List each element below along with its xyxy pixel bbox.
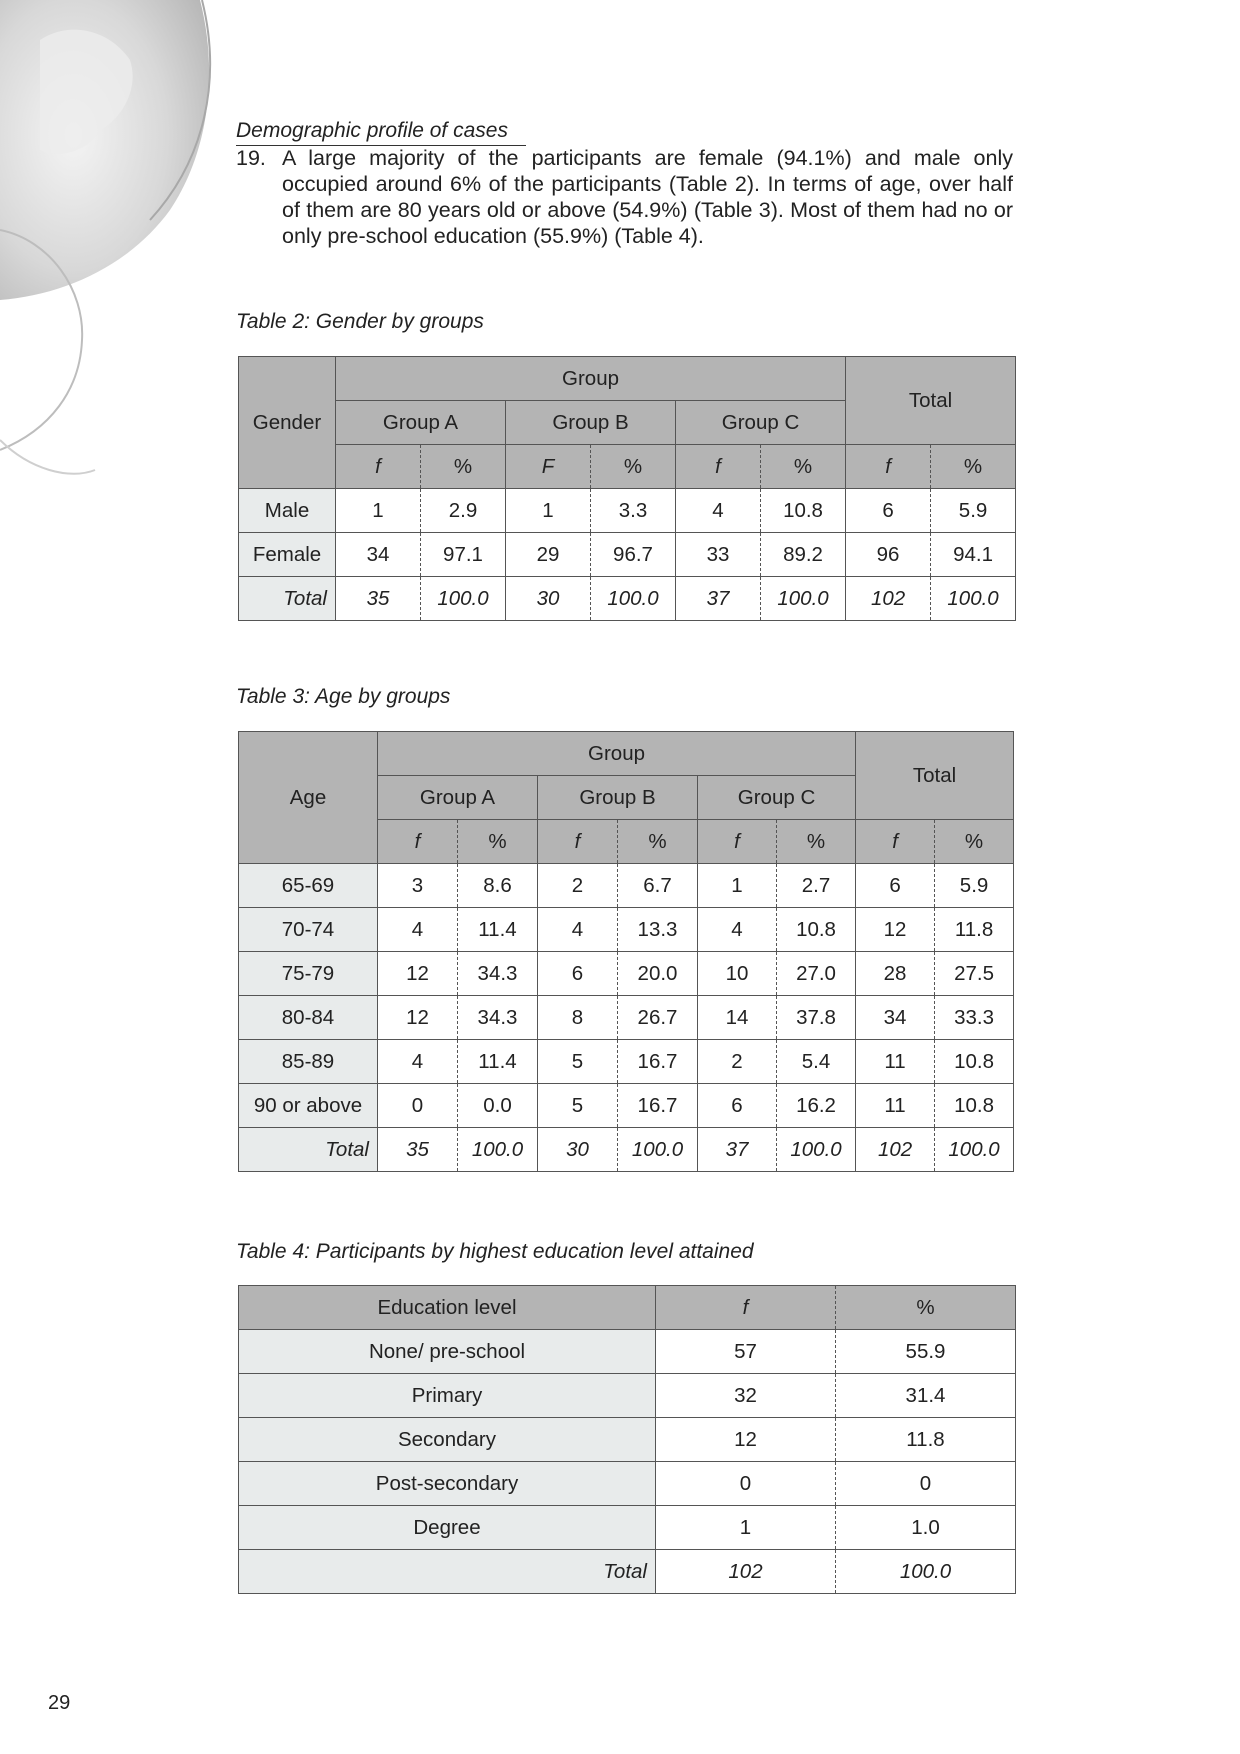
table-cell: 5 — [538, 1084, 618, 1128]
table-cell: 11.4 — [458, 1040, 538, 1084]
table-cell: 11 — [856, 1084, 935, 1128]
table-cell: 37.8 — [777, 996, 856, 1040]
table-cell: 4 — [538, 908, 618, 952]
table-gender-by-groups — [238, 356, 1016, 621]
table3-sub-header: f — [856, 820, 935, 864]
row-label: 65-69 — [239, 864, 378, 908]
table-cell: 33 — [676, 533, 761, 577]
table-total-row — [239, 1550, 1016, 1594]
table-row — [239, 1506, 1016, 1550]
table3-total-header: Total — [856, 732, 1014, 820]
table-cell: 10.8 — [935, 1040, 1014, 1084]
table-cell: 94.1 — [931, 533, 1016, 577]
table3-sub-header: f — [538, 820, 618, 864]
table-cell: 0 — [836, 1462, 1016, 1506]
table-cell: 5 — [538, 1040, 618, 1084]
table3-sub-header: % — [458, 820, 538, 864]
table3-group-a: Group A — [378, 776, 538, 820]
table-cell: 3 — [378, 864, 458, 908]
table-cell: 26.7 — [618, 996, 698, 1040]
table-cell: 55.9 — [836, 1330, 1016, 1374]
table-cell: 100.0 — [421, 577, 506, 621]
table-cell: 102 — [856, 1128, 935, 1172]
table3-sub-header: f — [698, 820, 777, 864]
section-heading: Demographic profile of cases — [236, 119, 526, 146]
paragraph-number: 19. — [236, 146, 266, 170]
table-cell: 0.0 — [458, 1084, 538, 1128]
row-label: 80-84 — [239, 996, 378, 1040]
table-cell: 12 — [378, 952, 458, 996]
table-total-row — [239, 1128, 1014, 1172]
table-cell: 11 — [856, 1040, 935, 1084]
table-cell: 11.8 — [935, 908, 1014, 952]
table-row — [239, 1462, 1016, 1506]
table-cell: 34.3 — [458, 952, 538, 996]
table2-group-header: Group — [336, 357, 846, 401]
page-number: 29 — [48, 1692, 71, 1714]
table-cell: 2.9 — [421, 489, 506, 533]
row-label: Degree — [239, 1506, 656, 1550]
table-cell: 6.7 — [618, 864, 698, 908]
table-cell: 3.3 — [591, 489, 676, 533]
total-label: Total — [239, 577, 336, 621]
table-row — [239, 489, 1016, 533]
table-cell: 13.3 — [618, 908, 698, 952]
table-cell: 97.1 — [421, 533, 506, 577]
table-cell: 28 — [856, 952, 935, 996]
table-row — [239, 1418, 1016, 1462]
table-cell: 8.6 — [458, 864, 538, 908]
total-label: Total — [239, 1128, 378, 1172]
table-cell: 5.9 — [931, 489, 1016, 533]
table-cell: 57 — [656, 1330, 836, 1374]
table-cell: 6 — [538, 952, 618, 996]
table3-sub-header: % — [777, 820, 856, 864]
row-label: Male — [239, 489, 336, 533]
table-cell: 100.0 — [458, 1128, 538, 1172]
table-cell: 31.4 — [836, 1374, 1016, 1418]
table-total-row — [239, 577, 1016, 621]
table2-sub-header: f — [336, 445, 421, 489]
table-cell: 10 — [698, 952, 777, 996]
table-cell: 12 — [656, 1418, 836, 1462]
table-cell: 2 — [538, 864, 618, 908]
table-cell: 10.8 — [761, 489, 846, 533]
table3-caption: Table 3: Age by groups — [236, 685, 451, 708]
table2-row-header: Gender — [239, 357, 336, 489]
table4-header-pct: % — [836, 1286, 1016, 1330]
table-cell: 16.7 — [618, 1040, 698, 1084]
table-cell: 11.8 — [836, 1418, 1016, 1462]
table-education-level — [238, 1285, 1016, 1594]
table3-group-header: Group — [378, 732, 856, 776]
table-cell: 29 — [506, 533, 591, 577]
table-cell: 27.0 — [777, 952, 856, 996]
table-cell: 2.7 — [777, 864, 856, 908]
row-label: Female — [239, 533, 336, 577]
table-cell: 96 — [846, 533, 931, 577]
table-row — [239, 1330, 1016, 1374]
table-row — [239, 1374, 1016, 1418]
table-cell: 37 — [698, 1128, 777, 1172]
table-cell: 30 — [538, 1128, 618, 1172]
table3-group-c: Group C — [698, 776, 856, 820]
table-cell: 1.0 — [836, 1506, 1016, 1550]
table-cell: 6 — [698, 1084, 777, 1128]
table-cell: 102 — [846, 577, 931, 621]
row-label: None/ pre-school — [239, 1330, 656, 1374]
table-cell: 0 — [378, 1084, 458, 1128]
table4-caption: Table 4: Participants by highest education level attained — [236, 1240, 754, 1263]
table-cell: 5.9 — [935, 864, 1014, 908]
table-cell: 4 — [676, 489, 761, 533]
table-row — [239, 1084, 1014, 1128]
table3-sub-header: % — [618, 820, 698, 864]
table-cell: 20.0 — [618, 952, 698, 996]
table-cell: 102 — [656, 1550, 836, 1594]
table2-sub-header: % — [931, 445, 1016, 489]
table-cell: 5.4 — [777, 1040, 856, 1084]
table-cell: 4 — [698, 908, 777, 952]
table-cell: 14 — [698, 996, 777, 1040]
table3-group-b: Group B — [538, 776, 698, 820]
table-cell: 10.8 — [777, 908, 856, 952]
table4-header-education: Education level — [239, 1286, 656, 1330]
table-cell: 37 — [676, 577, 761, 621]
table2-sub-header: % — [591, 445, 676, 489]
table3-sub-header: f — [378, 820, 458, 864]
table-cell: 30 — [506, 577, 591, 621]
corner-decoration — [0, 0, 260, 520]
table2-group-a: Group A — [336, 401, 506, 445]
table-cell: 89.2 — [761, 533, 846, 577]
table-cell: 6 — [856, 864, 935, 908]
table-cell: 100.0 — [931, 577, 1016, 621]
table-row — [239, 864, 1014, 908]
table-cell: 1 — [698, 864, 777, 908]
table-cell: 1 — [656, 1506, 836, 1550]
row-label: Primary — [239, 1374, 656, 1418]
table-cell: 35 — [378, 1128, 458, 1172]
table2-sub-header: % — [421, 445, 506, 489]
table-cell: 100.0 — [761, 577, 846, 621]
table-row — [239, 1040, 1014, 1084]
total-label: Total — [239, 1550, 656, 1594]
table-cell: 33.3 — [935, 996, 1014, 1040]
table-cell: 4 — [378, 908, 458, 952]
table-cell: 16.7 — [618, 1084, 698, 1128]
row-label: 90 or above — [239, 1084, 378, 1128]
table-cell: 11.4 — [458, 908, 538, 952]
table-cell: 100.0 — [777, 1128, 856, 1172]
table-row — [239, 908, 1014, 952]
table2-caption: Table 2: Gender by groups — [236, 310, 484, 333]
table-cell: 96.7 — [591, 533, 676, 577]
table-cell: 8 — [538, 996, 618, 1040]
table-cell: 2 — [698, 1040, 777, 1084]
row-label: Secondary — [239, 1418, 656, 1462]
table-cell: 12 — [378, 996, 458, 1040]
table-cell: 16.2 — [777, 1084, 856, 1128]
table-cell: 34 — [856, 996, 935, 1040]
table3-sub-header: % — [935, 820, 1014, 864]
table-cell: 100.0 — [935, 1128, 1014, 1172]
table2-sub-header: F — [506, 445, 591, 489]
paragraph-text: A large majority of the participants are female (94.1%) and male only occupied around 6% of the participants (Table 2). In terms of age, over half of them are 80 years old or above (54.9%) (Table 3). Most of them had no or only pre-school education (55.9%) (Table 4). — [282, 146, 1013, 248]
table-cell: 1 — [336, 489, 421, 533]
table-cell: 34 — [336, 533, 421, 577]
table-cell: 1 — [506, 489, 591, 533]
row-label: Post-secondary — [239, 1462, 656, 1506]
table-cell: 0 — [656, 1462, 836, 1506]
table2-sub-header: % — [761, 445, 846, 489]
table4-header-f: f — [656, 1286, 836, 1330]
row-label: 75-79 — [239, 952, 378, 996]
table-row — [239, 996, 1014, 1040]
table-cell: 100.0 — [618, 1128, 698, 1172]
table3-row-header: Age — [239, 732, 378, 864]
table2-sub-header: f — [676, 445, 761, 489]
table2-sub-header: f — [846, 445, 931, 489]
table-cell: 10.8 — [935, 1084, 1014, 1128]
row-label: 85-89 — [239, 1040, 378, 1084]
table2-total-header: Total — [846, 357, 1016, 445]
table-cell: 4 — [378, 1040, 458, 1084]
row-label: 70-74 — [239, 908, 378, 952]
table-cell: 35 — [336, 577, 421, 621]
table-cell: 6 — [846, 489, 931, 533]
table-cell: 100.0 — [591, 577, 676, 621]
table-row — [239, 952, 1014, 996]
table-cell: 34.3 — [458, 996, 538, 1040]
table-cell: 12 — [856, 908, 935, 952]
table-age-by-groups — [238, 731, 1014, 1172]
table-cell: 27.5 — [935, 952, 1014, 996]
paragraph-19 — [236, 145, 1013, 249]
table-row — [239, 533, 1016, 577]
table-cell: 100.0 — [836, 1550, 1016, 1594]
table2-group-c: Group C — [676, 401, 846, 445]
table2-group-b: Group B — [506, 401, 676, 445]
table-cell: 32 — [656, 1374, 836, 1418]
